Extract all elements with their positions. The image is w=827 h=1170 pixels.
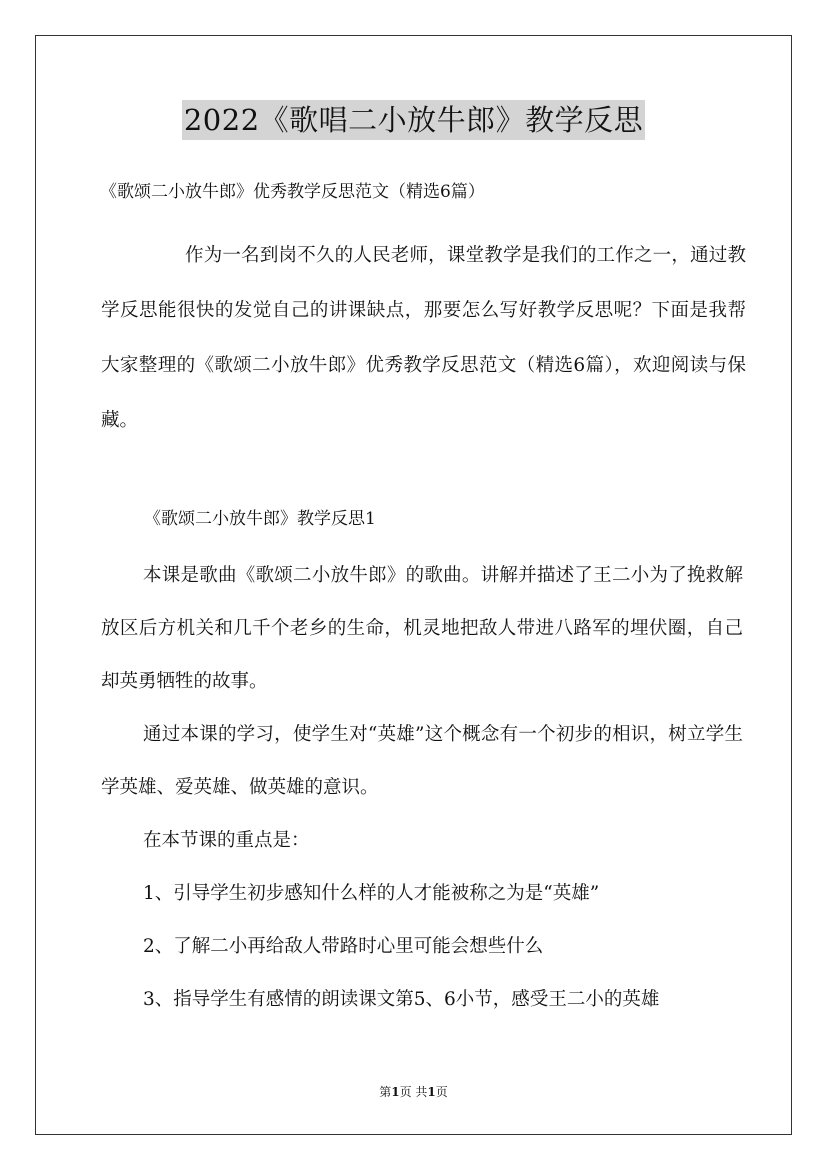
intro-paragraph: 作为一名到岗不久的人民老师，课堂教学是我们的工作之一，通过教学反思能很快的发觉自己的讲课缺点，那要怎么写好教学反思呢？下面是我帮大家整理的《歌颂二小放牛郎》优秀教学反思范文（精选6篇），欢迎阅读与保藏。 xyxy=(101,245,746,431)
document-title: 2022《歌唱二小放牛郎》教学反思 xyxy=(182,100,645,140)
list-item: 1、引导学生初步感知什么样的人才能被称之为是“英雄” xyxy=(143,883,600,904)
page-footer xyxy=(0,1084,827,1100)
body-paragraph: 在本节课的重点是： xyxy=(143,830,310,851)
footer-mid: 页 共 xyxy=(399,1085,428,1099)
list-item: 2、了解二小再给敌人带路时心里可能会想些什么 xyxy=(143,936,544,957)
title-container xyxy=(0,100,827,140)
body-paragraph: 本课是歌曲《歌颂二小放牛郎》的歌曲。讲解并描述了王二小为了挽救解放区后方机关和几千个老乡的生命，机灵地把敌人带进八路军的埋伏圈，自己却英勇牺牲的故事。 xyxy=(101,565,743,692)
document-subtitle: 《歌颂二小放牛郎》优秀教学反思范文（精选6篇） xyxy=(100,182,485,202)
body-text xyxy=(101,549,743,1026)
footer-suffix: 页 xyxy=(435,1085,448,1099)
list-item: 3、指导学生有感情的朗读课文第5、6小节，感受王二小的英雄 xyxy=(143,989,660,1010)
body-paragraph: 通过本课的学习，使学生对“英雄”这个概念有一个初步的相识，树立学生学英雄、爱英雄、做英雄的意识。 xyxy=(101,724,743,798)
section-heading: 《歌颂二小放牛郎》教学反思1 xyxy=(144,509,376,529)
footer-total-pages: 1 xyxy=(427,1085,436,1099)
footer-prefix: 第 xyxy=(379,1085,392,1099)
footer-current-page: 1 xyxy=(391,1085,400,1099)
